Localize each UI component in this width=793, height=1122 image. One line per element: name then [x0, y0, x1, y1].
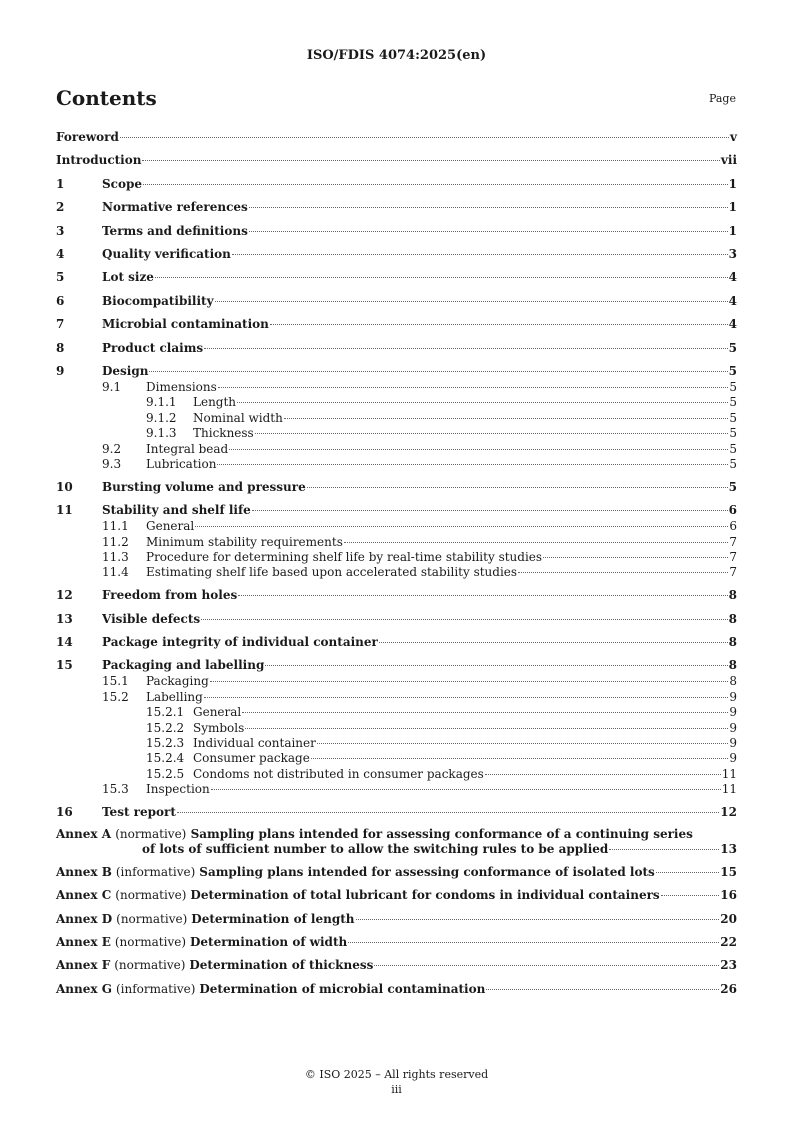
toc-entry-page: 5	[728, 340, 737, 355]
toc-entry-page: 1	[728, 176, 737, 191]
leader-dots	[284, 418, 729, 419]
leader-dots	[543, 557, 728, 558]
toc-entry-title: Foreword	[56, 130, 119, 144]
toc-entry-page: 5	[729, 395, 737, 410]
toc-entry-number: 2	[56, 200, 65, 215]
toc-entry-title: Packaging and labelling	[102, 658, 265, 673]
annex-type: (informative)	[115, 864, 196, 879]
toc-entry-number: 9	[56, 363, 65, 378]
toc-entry-number: 12	[56, 588, 73, 603]
leader-dots	[242, 712, 728, 713]
leader-dots	[229, 449, 728, 450]
toc-entry-title: Dimensions	[146, 379, 217, 394]
toc-entry-number: 15.2.1	[146, 705, 185, 720]
toc-entry-page: 4	[728, 270, 737, 285]
leader-dots	[265, 665, 727, 666]
toc-entry-title: Product claims	[102, 340, 204, 355]
toc-entry-title: Packaging	[146, 674, 209, 689]
toc-entry-page: vii	[720, 153, 737, 168]
table-of-contents	[56, 129, 737, 998]
toc-entry-annex-d[interactable]	[56, 911, 737, 928]
toc-entry-number: 1	[56, 176, 65, 191]
leader-dots	[270, 324, 728, 325]
toc-entry-number: 11.3	[102, 549, 129, 564]
toc-entry-clause-11-2[interactable]	[56, 535, 737, 550]
toc-entry-page: 6	[729, 519, 737, 534]
toc-entry-title: Inspection	[146, 782, 210, 797]
toc-entry-clause-15[interactable]	[56, 657, 737, 674]
annex-type: (normative)	[115, 827, 187, 842]
toc-entry-number: 15	[56, 658, 73, 673]
toc-entry-number: 9.1.1	[146, 395, 177, 410]
copyright-notice: © ISO 2025 – All rights reserved	[304, 1068, 489, 1081]
leader-dots	[249, 231, 728, 232]
toc-entry-page: 26	[720, 981, 737, 996]
toc-entry-title: Symbols	[193, 720, 245, 735]
toc-entry-clause-2[interactable]	[56, 199, 737, 216]
leader-dots	[155, 277, 728, 278]
toc-entry-number: 15.2.5	[146, 766, 185, 781]
toc-entry-clause-11-4[interactable]	[56, 565, 737, 580]
toc-entry-page: 12	[720, 804, 737, 819]
leader-dots	[518, 572, 728, 573]
toc-entry-title: Minimum stability requirements	[146, 534, 343, 549]
toc-entry-title: Consumer package	[193, 751, 310, 766]
toc-entry-annex-b[interactable]	[56, 864, 737, 881]
toc-entry-annex-f[interactable]	[56, 957, 737, 974]
annex-title: Sampling plans intended for assessing conformance of isolated lots	[199, 864, 655, 879]
annex-type: (normative)	[114, 958, 186, 973]
toc-entry-title: Thickness	[193, 426, 254, 441]
toc-entry-page: 15	[720, 864, 737, 879]
toc-entry-page: 5	[728, 479, 737, 494]
toc-entry-title: Labelling	[146, 689, 203, 704]
toc-entry-page: 3	[728, 246, 737, 261]
toc-entry-annex-a[interactable]	[56, 827, 737, 857]
toc-entry-page: 7	[729, 534, 737, 549]
toc-entry-title: Test report	[102, 804, 176, 819]
annex-title: Determination of total lubricant for condoms in individual containers	[190, 888, 660, 903]
toc-entry-clause-10[interactable]	[56, 479, 737, 496]
document-id-header: ISO/FDIS 4074:2025(en)	[306, 48, 487, 63]
toc-entry-clause-7[interactable]	[56, 316, 737, 333]
toc-entry-annex-e[interactable]	[56, 934, 737, 951]
toc-entry-number: 15.2.2	[146, 720, 185, 735]
toc-entry-clause-9-3[interactable]	[56, 457, 737, 472]
toc-entry-page: 1	[728, 200, 737, 215]
toc-entry-page: 9	[729, 735, 737, 750]
leader-dots	[344, 542, 729, 543]
toc-entry-number: 9.1.3	[146, 426, 177, 441]
annex-title: Determination of length	[191, 911, 355, 926]
toc-entry-title: Quality verification	[102, 246, 231, 261]
annex-title-line-2: of lots of sufficient number to allow the switching rules to be applied	[142, 842, 609, 857]
toc-entry-clause-3[interactable]	[56, 223, 737, 240]
toc-entry-page: 16	[720, 888, 737, 903]
toc-entry-page: 5	[729, 426, 737, 441]
annex-type: (informative)	[115, 981, 196, 996]
leader-dots	[255, 433, 729, 434]
toc-entry-number: 13	[56, 611, 73, 626]
toc-entry-clause-8[interactable]	[56, 340, 737, 357]
annex-title: Determination of width	[190, 934, 348, 949]
annex-title: Determination of thickness	[189, 958, 374, 973]
toc-entry-page: v	[730, 130, 737, 144]
toc-entry-page: 1	[728, 223, 737, 238]
leader-dots	[238, 595, 727, 596]
leader-dots	[609, 849, 719, 850]
toc-entry-number: 6	[56, 293, 65, 308]
annex-label: Annex D	[56, 911, 113, 926]
toc-entry-number: 15.2.3	[146, 735, 185, 750]
toc-entry-clause-14[interactable]	[56, 634, 737, 651]
annex-label: Annex G	[56, 981, 112, 996]
toc-entry-clause-11-1[interactable]	[56, 519, 737, 534]
leader-dots	[485, 774, 721, 775]
toc-entry-clause-5[interactable]	[56, 269, 737, 286]
leader-dots	[232, 254, 728, 255]
toc-entry-page: 9	[729, 705, 737, 720]
toc-entry-title: Design	[102, 363, 149, 378]
toc-entry-clause-6[interactable]	[56, 293, 737, 310]
toc-entry-clause-15-1[interactable]	[56, 674, 737, 689]
toc-entry-number: 4	[56, 246, 65, 261]
annex-type: (normative)	[114, 934, 187, 949]
toc-entry-number: 11	[56, 503, 73, 518]
toc-entry-page: 5	[728, 363, 737, 378]
toc-entry-number: 11.1	[102, 519, 129, 534]
toc-entry-clause-15-2-4[interactable]	[56, 751, 737, 766]
toc-entry-clause-9-1-1[interactable]	[56, 395, 737, 410]
toc-entry-title: Visible defects	[102, 611, 201, 626]
toc-entry-number: 15.1	[102, 674, 129, 689]
toc-entry-title: General	[193, 705, 242, 720]
toc-entry-title: Stability and shelf life	[102, 503, 251, 518]
toc-entry-foreword[interactable]	[56, 129, 737, 146]
leader-dots	[204, 348, 727, 349]
toc-entry-number: 9.3	[102, 456, 122, 471]
toc-entry-number: 11.4	[102, 565, 129, 580]
toc-entry-number: 11.2	[102, 534, 129, 549]
toc-entry-clause-12[interactable]	[56, 587, 737, 604]
page-number: iii	[391, 1083, 402, 1096]
toc-entry-number: 3	[56, 223, 65, 238]
toc-entry-page: 8	[728, 658, 737, 673]
toc-entry-clause-15-3[interactable]	[56, 782, 737, 797]
leader-dots	[195, 526, 728, 527]
toc-entry-title: Nominal width	[193, 410, 283, 425]
toc-entry-clause-11[interactable]	[56, 502, 737, 519]
toc-entry-clause-15-2-2[interactable]	[56, 721, 737, 736]
leader-dots	[307, 487, 728, 488]
toc-entry-title: Length	[193, 395, 237, 410]
toc-entry-number: 9.2	[102, 441, 122, 456]
toc-entry-page: 8	[728, 588, 737, 603]
toc-entry-clause-9-1-2[interactable]	[56, 411, 737, 426]
toc-entry-number: 7	[56, 317, 65, 332]
toc-entry-number: 15.2	[102, 689, 129, 704]
toc-entry-page: 20	[720, 911, 737, 926]
toc-entry-page: 8	[728, 634, 737, 649]
leader-dots	[374, 965, 719, 966]
leader-dots	[656, 872, 720, 873]
leader-dots	[143, 184, 728, 185]
toc-entry-clause-15-2-3[interactable]	[56, 736, 737, 751]
toc-entry-page: 13	[720, 842, 737, 857]
annex-type: (normative)	[115, 888, 187, 903]
leader-dots	[661, 895, 720, 896]
toc-entry-clause-1[interactable]	[56, 176, 737, 193]
leader-dots	[211, 789, 721, 790]
toc-entry-title: Normative references	[102, 200, 248, 215]
annex-label: Annex E	[56, 934, 111, 949]
toc-entry-page: 5	[729, 410, 737, 425]
toc-entry-number: 8	[56, 340, 65, 355]
annex-title: Determination of microbial contamination	[199, 981, 486, 996]
toc-entry-title: Condoms not distributed in consumer packages	[193, 766, 484, 781]
toc-entry-clause-15-2-1[interactable]	[56, 705, 737, 720]
toc-entry-number: 5	[56, 270, 65, 285]
annex-label: Annex B	[56, 864, 112, 879]
toc-entry-page: 9	[729, 751, 737, 766]
toc-entry-annex-g[interactable]	[56, 981, 737, 998]
toc-entry-number: 14	[56, 634, 73, 649]
toc-entry-number: 15.3	[102, 782, 129, 797]
annex-label: Annex A	[56, 827, 112, 842]
toc-entry-title: Individual container	[193, 735, 316, 750]
toc-entry-introduction[interactable]	[56, 152, 737, 169]
toc-entry-title: Package integrity of individual container	[102, 634, 378, 649]
toc-entry-page: 7	[729, 565, 737, 580]
leader-dots	[249, 207, 728, 208]
toc-entry-number: 9.1.2	[146, 410, 177, 425]
toc-entry-title: Bursting volume and pressure	[102, 479, 306, 494]
leader-dots	[218, 387, 729, 388]
leader-dots	[317, 743, 728, 744]
toc-entry-title: Terms and definitions	[102, 223, 248, 238]
toc-entry-title: Integral bead	[146, 441, 229, 456]
toc-entry-number: 9.1	[102, 379, 122, 394]
toc-entry-title: Procedure for determining shelf life by real-time stability studies	[146, 549, 543, 564]
annex-title-line-1: Sampling plans intended for assessing conformance of a continuing series	[190, 827, 693, 842]
toc-entry-title: Freedom from holes	[102, 588, 238, 603]
toc-entry-page: 7	[729, 549, 737, 564]
toc-entry-page: 5	[729, 441, 737, 456]
leader-dots	[215, 301, 728, 302]
leader-dots	[356, 919, 720, 920]
page-footer	[0, 1067, 793, 1097]
toc-entry-page: 9	[729, 689, 737, 704]
toc-entry-page: 9	[729, 720, 737, 735]
toc-entry-annex-c[interactable]	[56, 887, 737, 904]
annex-type: (normative)	[116, 911, 188, 926]
toc-entry-clause-9[interactable]	[56, 363, 737, 380]
leader-dots	[210, 681, 729, 682]
toc-entry-title: General	[146, 519, 195, 534]
toc-entry-page: 11	[721, 766, 737, 781]
leader-dots	[201, 619, 727, 620]
leader-dots	[120, 137, 729, 138]
toc-entry-clause-9-2[interactable]	[56, 442, 737, 457]
leader-dots	[177, 812, 719, 813]
toc-entry-page: 8	[729, 674, 737, 689]
toc-entry-page: 11	[721, 782, 737, 797]
toc-entry-page: 22	[720, 934, 737, 949]
leader-dots	[252, 510, 728, 511]
annex-label: Annex C	[56, 888, 112, 903]
page-column-label: Page	[708, 92, 736, 105]
toc-entry-number: 16	[56, 804, 73, 819]
toc-entry-title: Biocompatibility	[102, 293, 214, 308]
toc-entry-clause-15-2-5[interactable]	[56, 767, 737, 782]
toc-entry-page: 5	[729, 379, 737, 394]
toc-entry-page: 4	[728, 317, 737, 332]
leader-dots	[348, 942, 719, 943]
leader-dots	[379, 642, 728, 643]
toc-entry-title: Lot size	[102, 270, 154, 285]
leader-dots	[245, 728, 728, 729]
toc-entry-title: Microbial contamination	[102, 317, 269, 332]
toc-entry-clause-16[interactable]	[56, 804, 737, 821]
toc-entry-clause-15-2[interactable]	[56, 690, 737, 705]
toc-entry-page: 5	[729, 456, 737, 471]
toc-entry-title: Introduction	[56, 153, 142, 168]
toc-entry-clause-9-1-3[interactable]	[56, 426, 737, 441]
annex-label: Annex F	[56, 958, 111, 973]
leader-dots	[486, 989, 719, 990]
leader-dots	[237, 402, 728, 403]
toc-entry-title: Estimating shelf life based upon accelerated stability studies	[146, 565, 518, 580]
toc-entry-title: Lubrication	[146, 456, 217, 471]
toc-entry-page: 8	[728, 611, 737, 626]
toc-entry-clause-11-3[interactable]	[56, 550, 737, 565]
toc-entry-clause-4[interactable]	[56, 246, 737, 263]
toc-entry-clause-13[interactable]	[56, 611, 737, 628]
toc-entry-number: 10	[56, 479, 73, 494]
toc-entry-title: Scope	[102, 176, 143, 191]
toc-entry-number: 15.2.4	[146, 751, 185, 766]
page-title: Contents	[56, 86, 157, 110]
leader-dots	[217, 464, 728, 465]
toc-entry-page: 6	[728, 503, 737, 518]
toc-entry-page: 23	[720, 958, 737, 973]
leader-dots	[149, 371, 727, 372]
leader-dots	[142, 160, 719, 161]
leader-dots	[311, 758, 729, 759]
toc-entry-page: 4	[728, 293, 737, 308]
toc-entry-clause-9-1[interactable]	[56, 380, 737, 395]
leader-dots	[204, 697, 729, 698]
